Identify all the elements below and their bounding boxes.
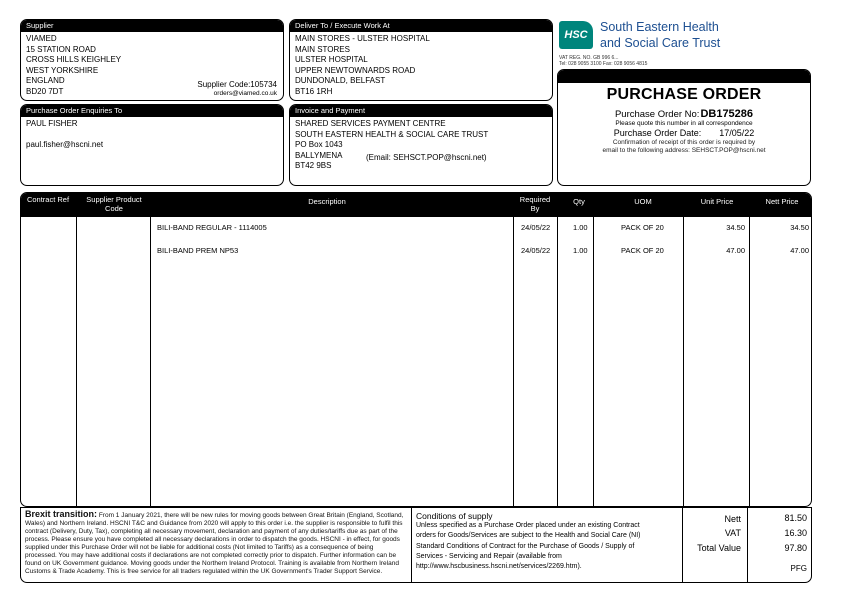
order-lines-table bbox=[20, 192, 812, 507]
invoice-line: PO Box 1043 bbox=[295, 140, 343, 149]
org-name-line1: South Eastern Health bbox=[600, 20, 719, 34]
vat-value: 16.30 bbox=[784, 528, 807, 538]
deliver-line: MAIN STORES - ULSTER HOSPITAL bbox=[295, 34, 430, 43]
col-qty: Qty bbox=[573, 197, 585, 206]
col-divider bbox=[557, 217, 558, 506]
trust-logo bbox=[559, 19, 819, 69]
total-label: Total Value bbox=[697, 543, 741, 553]
row-required-by: 24/05/22 bbox=[521, 246, 551, 255]
brexit-text: From 1 January 2021, there will be new rules for moving goods between Great Britain (England, Scotland, Wales) and Northern Ireland. HSCNI T&C and Guidance from 2020 will apply to this order i.e. the supplier is responsible to fulfil this contract (Delivery, Duty, Tax), completing all necessary movement, declaration and payment of any duties/tariffs due as part of the process. Please ensure you have completed all necessary declarations in order to dispatch the goods. HSCNI - in effect, for goods supplied under this Purchase Order will not be liable for additional costs (Not limited to Tariffs) as a consequence of being processed. You may have additional costs if declarations are not completed correctly prior to dispatch. Further information can be found on UK Government guidance. Moving goods under the Northern Ireland Protocol. Training is available from Northern Ireland Customs & Trade Academy. This is free service for all traders regulated within the UK Government's Trader Support Service. bbox=[25, 512, 404, 575]
row-uom: PACK OF 20 bbox=[621, 246, 664, 255]
deliver-line: ULSTER HOSPITAL bbox=[295, 55, 368, 64]
po-quote-note: Please quote this number in all correspondence bbox=[615, 120, 753, 127]
conditions-link[interactable]: http://www.hscbusiness.hscni.net/services/2269.htm). bbox=[416, 563, 582, 571]
invoice-email: (Email: SEHSCT.POP@hscni.net) bbox=[366, 153, 487, 162]
hsc-logo-icon: HSC bbox=[559, 21, 593, 49]
confirmation-note-line: email to the following address: SEHSCT.POP@hscni.net bbox=[602, 147, 766, 154]
vat-info bbox=[559, 55, 647, 67]
col-description: Description bbox=[308, 197, 346, 206]
invoice-line: BT42 9BS bbox=[295, 161, 332, 170]
invoice-line: SOUTH EASTERN HEALTH & SOCIAL CARE TRUST bbox=[295, 129, 489, 139]
table-header bbox=[21, 193, 811, 217]
row-unit-price: 34.50 bbox=[726, 223, 745, 232]
invoice-line: BALLYMENA bbox=[295, 150, 343, 160]
supplier-code: Supplier Code:105734 bbox=[197, 80, 277, 89]
brexit-notice bbox=[20, 507, 412, 583]
col-divider bbox=[513, 217, 514, 506]
po-title: PURCHASE ORDER bbox=[606, 86, 762, 103]
brexit-title: Brexit transition: bbox=[25, 509, 98, 519]
supplier-line: BD20 7DT bbox=[26, 86, 64, 96]
conditions-line: orders for Goods/Services are subject to the Health and Social Care (NI) bbox=[416, 532, 641, 540]
col-unit-price: Unit Price bbox=[700, 197, 734, 206]
col-divider bbox=[593, 217, 594, 506]
org-name-line2: and Social Care Trust bbox=[600, 36, 721, 50]
col-divider bbox=[683, 217, 684, 506]
conditions-title: Conditions of supply bbox=[416, 511, 493, 521]
po-date: 17/05/22 bbox=[719, 128, 755, 138]
totals-box bbox=[682, 507, 812, 583]
conditions-of-supply bbox=[411, 507, 683, 583]
row-description: BILI-BAND PREM NP53 bbox=[157, 246, 239, 255]
col-supplier-code: Supplier Product Code bbox=[86, 195, 142, 213]
supplier-line: WEST YORKSHIRE bbox=[26, 65, 99, 75]
invoice-box bbox=[289, 104, 553, 186]
row-qty: 1.00 bbox=[573, 246, 588, 255]
vat-label: VAT bbox=[724, 528, 741, 538]
deliver-header: Deliver To / Execute Work At bbox=[290, 20, 552, 32]
col-uom: UOM bbox=[634, 197, 652, 206]
enquiries-email[interactable]: paul.fisher@hscni.net bbox=[26, 140, 104, 149]
row-required-by: 24/05/22 bbox=[521, 223, 551, 232]
col-required-by: Required By bbox=[519, 195, 551, 213]
row-nett-price: 34.50 bbox=[790, 223, 809, 232]
enquiries-name: PAUL FISHER bbox=[26, 119, 78, 128]
col-divider bbox=[76, 217, 77, 506]
conditions-line: Standard Conditions of Contract for the Purchase of Goods / Supply of bbox=[416, 542, 635, 550]
purchase-order-panel bbox=[557, 69, 811, 186]
confirmation-note-line: Confirmation of receipt of this order is required by bbox=[612, 139, 756, 146]
supplier-header: Supplier bbox=[21, 20, 283, 32]
nett-value: 81.50 bbox=[784, 513, 807, 523]
deliver-line: BT16 1RH bbox=[295, 86, 333, 96]
vat-line: VAT REG. NO. GB 996 6... bbox=[559, 55, 619, 61]
supplier-line: CROSS HILLS KEIGHLEY bbox=[26, 55, 122, 64]
deliver-line: MAIN STORES bbox=[295, 44, 350, 54]
conditions-line: Unless specified as a Purchase Order placed under an existing Contract bbox=[416, 522, 640, 530]
row-qty: 1.00 bbox=[573, 223, 588, 232]
enquiries-header: Purchase Order Enquiries To bbox=[21, 105, 283, 117]
supplier-line: VIAMED bbox=[26, 34, 57, 43]
total-value: 97.80 bbox=[784, 543, 807, 553]
pfg-label: PFG bbox=[790, 564, 807, 573]
po-date-label: Purchase Order Date: bbox=[613, 128, 702, 138]
col-nett-price: Nett Price bbox=[765, 197, 799, 206]
row-nett-price: 47.00 bbox=[790, 246, 809, 255]
po-number-label: Purchase Order No: bbox=[614, 109, 700, 120]
po-number-row bbox=[558, 108, 810, 120]
deliver-line: DUNDONALD, BELFAST bbox=[295, 76, 386, 85]
supplier-email: orders@viamed.co.uk bbox=[213, 90, 277, 97]
supplier-box bbox=[20, 19, 284, 101]
deliver-to-box bbox=[289, 19, 553, 101]
col-divider bbox=[150, 217, 151, 506]
po-date-row bbox=[558, 128, 810, 138]
totals-divider bbox=[747, 508, 748, 582]
conditions-line: Services - Servicing and Repair (available from bbox=[416, 552, 562, 560]
row-description: BILI-BAND REGULAR - 1114005 bbox=[157, 223, 267, 232]
confirmation-note bbox=[558, 139, 810, 155]
row-uom: PACK OF 20 bbox=[621, 223, 664, 232]
po-number: DB175286 bbox=[700, 108, 754, 120]
contact-line: Tel: 028 9055 3100 Fax: 028 9056 4815 bbox=[559, 61, 648, 67]
col-contract-ref: Contract Ref bbox=[26, 195, 70, 204]
invoice-header: Invoice and Payment bbox=[290, 105, 552, 117]
supplier-line: 15 STATION ROAD bbox=[26, 44, 96, 54]
enquiries-box bbox=[20, 104, 284, 186]
col-divider bbox=[749, 217, 750, 506]
invoice-line: SHARED SERVICES PAYMENT CENTRE bbox=[295, 119, 446, 128]
nett-label: Nett bbox=[724, 514, 741, 524]
supplier-line: ENGLAND bbox=[26, 76, 65, 85]
deliver-line: UPPER NEWTOWNARDS ROAD bbox=[295, 65, 416, 75]
row-unit-price: 47.00 bbox=[726, 246, 745, 255]
po-header-bar bbox=[558, 70, 810, 83]
